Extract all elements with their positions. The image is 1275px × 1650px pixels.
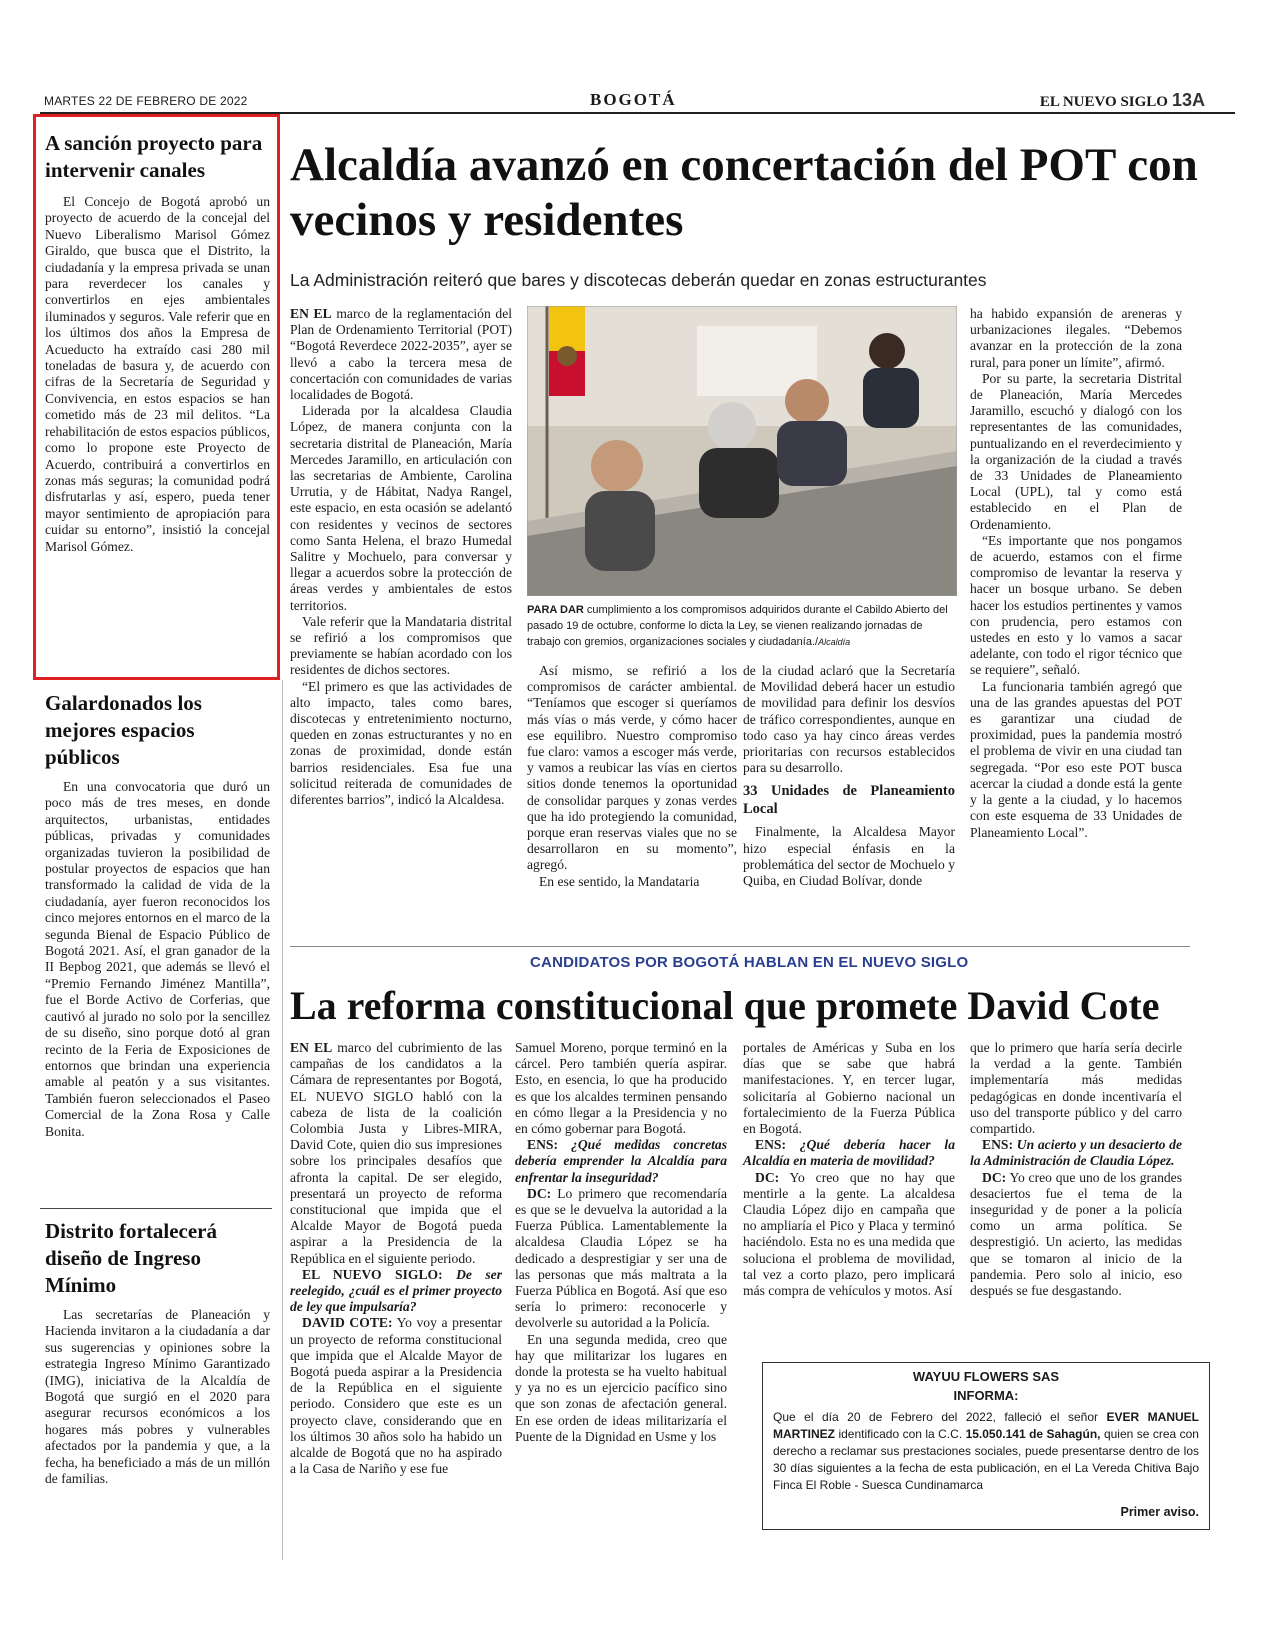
photo-credit: Alcaldía xyxy=(818,637,851,647)
photo-caption xyxy=(527,602,957,650)
divider xyxy=(290,946,1190,947)
brand-name: EL NUEVO SIGLO xyxy=(1039,94,1168,110)
notice-title: INFORMA: xyxy=(953,1388,1019,1403)
paragraph: que lo primero que haría sería decirle la verdad a la gente. También implementaría más medidas pedagógicas en donde incentivaría el uso del transporte público y del carro compartido. xyxy=(970,1040,1182,1137)
question: ¿Qué medidas concretas debería emprender la Alcaldía para enfrentar la inseguridad? xyxy=(515,1137,727,1185)
headline: La reforma constitucional que promete David Cote xyxy=(290,983,1160,1028)
paragraph: ha habido expansión de areneras y urbanizaciones ilegales. “Debemos avanzar en la protección de la zona rural, para poner un límite”, afirmó. xyxy=(970,306,1182,370)
lead-in: EN EL xyxy=(290,1040,333,1055)
sidebar-story-galardonados xyxy=(45,690,270,1140)
section-title: BOGOTÁ xyxy=(590,90,677,109)
speaker: DC: xyxy=(755,1169,780,1185)
section-banner: CANDIDATOS POR BOGOTÁ HABLAN EN EL NUEVO SIGLO xyxy=(530,954,969,971)
masthead xyxy=(1040,90,1205,111)
caption-text: cumplimiento a los compromisos adquiridos durante el Cabildo Abierto del pasado 19 de octubre, conforme lo dicta la Ley, se vienen realizando jornadas de trabajo con gremios, organizaciones sociales y ciudadanía./ xyxy=(527,604,948,648)
speaker: ENS: xyxy=(755,1137,786,1153)
sidebar-story-canales xyxy=(45,130,270,555)
article-column xyxy=(290,306,512,808)
article-column xyxy=(970,306,1182,841)
notice-text: Que el día 20 de Febrero del 2022, falleció el señor xyxy=(773,1410,1099,1424)
page-number: 13A xyxy=(1171,90,1205,110)
sidebar-story-ingreso-minimo xyxy=(45,1218,270,1487)
paragraph: Así mismo, se refirió a los compromisos de carácter ambiental. “Teníamos que escoger si queríamos más vías o más verde, y cómo hacer ese equilibro. Nuestro compromiso fue claro: vamos a escoger más verde, y vamos a reubicar las vías en ciertos sitios donde tenemos la oportunidad de consolidar parques y zonas verdes que ha ido protegiendo la comunidad, porque eran reservas viales que no se desarrollaron en su momento”, agregó. xyxy=(527,663,737,873)
meeting-photo-illustration xyxy=(527,306,957,596)
lead-in: EN EL xyxy=(290,306,332,321)
paragraph: La funcionaria también agregó que una de las grandes apuestas del POT es garantizar una ciudad de proximidad, pues la pandemia mostró el problema de vivir en una ciudad tan segregada. “Por eso este POT busca acercar la ciudad a donde está la gente y la gente a la ciudad, y lo hacemos con este esquema de 33 Unidades de Planeamiento Local”. xyxy=(970,678,1182,840)
question: Un acierto y un desacierto de la Administración de Claudia López. xyxy=(970,1137,1183,1169)
paragraph: de la ciudad aclaró que la Secretaría de Movilidad deberá hacer un estudio de movilidad para definir los desvíos de tráfico correspondientes, aunque en todo caso ya hay cinco áreas verdes prioritarias con recursos establecidos para su desarrollo. xyxy=(743,663,955,776)
notice-text: quien se crea con derecho a reclamar sus prestaciones sociales, puede presentarse dentro de los 30 días siguientes a la fecha de esta publicación, en el La Vereda Chitiva Bajo Finca El Roble - Suesca Cundinamarca xyxy=(773,1427,1199,1492)
paragraph: “El primero es que las actividades de alto impacto, tales como bares, discotecas y entretenimiento nocturno, queden en zonas estructurantes y no en zonas de proximidad, donde están barrios residenciales. Esa fue una solicitud reiterada de comunidades de diferentes barrios”, indicó la Alcaldesa. xyxy=(290,678,512,808)
story-title: A sanción proyecto para intervenir canales xyxy=(45,131,263,182)
notice-name: EVER MANUEL MARTINEZ xyxy=(773,1410,1199,1441)
article-column xyxy=(743,1040,955,1299)
story-body: Las secretarías de Planeación y Hacienda invitaron a la ciudadanía a dar sus sugerencias y opiniones sobre la estrategia Ingreso Mínimo Garantizado (IMG), iniciativa de la Alcaldía de Bogotá que surgió en el 2020 para asegurar recursos económicos a los hogares más pobres y vulnerables afectados por la pandemia y que, a la fecha, ha beneficiado a más de un millón de familias. xyxy=(45,1307,270,1487)
notice-company: WAYUU FLOWERS SAS xyxy=(912,1369,1060,1384)
paragraph: En ese sentido, la Mandataria xyxy=(539,873,700,889)
answer: Yo creo que no hay que mentirle a la gente. La alcaldesa Claudia López dijo en campaña que no ampliaría el Pico y Placa y terminó haciéndolo. Esta no es una medida que soluciona el problema de movilidad, tal vez a corto plazo, pero implicará más compra de vehículos y motos. Así xyxy=(743,1169,955,1299)
paragraph: portales de Américas y Suba en los días que se sabe que habrá manifestaciones. Y, en tercer lugar, solicitaría al Gobierno nacional un fortalecimiento de la Fuerza Pública en Bogotá. xyxy=(743,1040,955,1137)
meeting-photo xyxy=(527,306,957,596)
story-body: En una convocatoria que duró un poco más de tres meses, en donde arquitectos, urbanistas, entidades públicas, privadas y comunidades organizadas tuvieron la posibilidad de postular proyectos de espacios que han transformado la calidad de vida de la ciudadanía, ayer fueron reconocidos los cinco mejores entornos en el marco de la segunda Bienal de Espacio Público de Bogotá 2021. Así, el gran ganador de la II Bepbog 2021, que además se llevó el “Premio Fernando Jiménez Mantilla”, fue el Borde Activo de Corferias, que cautivó al jurado no solo por la sencillez de su diseño, sino porque dotó al gran recinto de la Feria de Exposiciones de entornos que brindan una experiencia amable al peatón y a sus visitantes. También fueron seleccionados el Paseo Comercial de la Zona Rosa y Calle Bonita. xyxy=(45,779,270,1139)
speaker: DC: xyxy=(982,1169,1007,1185)
answer: Lo primero que recomendaría es que se le devuelva la autoridad a la Fuerza Pública. Lamentablemente la alcaldesa Claudia López se ha dedicado a desprestigiar y ser una de las personas que más maltrata a la Fuerza Pública en Bogotá. Así que eso sería lo primero: reconocerle y devolverle su autoridad a la Policía. xyxy=(515,1185,727,1331)
question: De ser reelegido, ¿cuál es el primer proyecto de ley que impulsaría? xyxy=(290,1266,502,1315)
speaker: DC: xyxy=(527,1185,552,1201)
subheading: 33 Unidades de Planeamiento Local xyxy=(743,783,955,818)
notice-text: identificado con la C.C. xyxy=(838,1427,963,1441)
paragraph: “Es importante que nos pongamos de acuerdo, estamos con el firme compromiso de levantar la reserva y hacer un bosque urbano. Se deben hacer los estudios pertinentes y vamos con prudencia, pero estamos con ustedes en esto y lo vamos a sacar adelante, con todo el rigor técnico que se requiere”, señaló. xyxy=(970,532,1182,678)
notice-footer: Primer aviso. xyxy=(1120,1505,1199,1519)
question: ¿Qué debería hacer la Alcaldía en materia de movilidad? xyxy=(743,1137,955,1169)
answer: Yo voy a presentar un proyecto de reforma constitucional que impida que el Alcalde Mayor de Bogotá pueda aspirar a la Presidencia de la República en el siguiente periodo. Considero que este es un proyecto clave, considerando que en los últimos 30 años solo ha habido un alcalde de Bogotá que no ha aspirado a la Casa de Nariño y ese fue xyxy=(290,1315,502,1477)
column-divider xyxy=(282,680,283,1560)
paragraph: Por su parte, la secretaria Distrital de Planeación, María Mercedes Jaramillo, escuchó y dialogó con los representantes de las comunidades, puntualizando en el reverdecimiento y la organización de la ciudad a través de 33 Unidades de Planeamiento Local (UPL), tal y como está establecido en el Plan de Ordenamiento. xyxy=(970,370,1182,532)
article-column xyxy=(290,1040,502,1477)
notice-id: 15.050.141 de Sahagún, xyxy=(965,1427,1101,1441)
notice-body xyxy=(763,1403,1209,1494)
paragraph: marco del cubrimiento de las campañas de los candidatos a la Cámara de representantes por Bogotá, EL NUEVO SIGLO habló con la cabeza de lista de la coalición Colombia Justa y Libres-MIRA, David Cote, quien dio sus impresiones sobre los principales desafíos que afronta la capital. De ser elegido, presentará un proyecto de reforma constitucional que impida que el Alcalde Mayor de Bogotá pueda aspirar a la Presidencia de la República en el siguiente periodo. xyxy=(290,1040,502,1266)
paragraph: Finalmente, la Alcaldesa Mayor hizo especial énfasis en la problemática del sector de Mochuelo y Quiba, en Ciudad Bolívar, donde xyxy=(743,824,955,889)
divider xyxy=(40,1208,272,1209)
article-column xyxy=(527,663,737,890)
paragraph: Samuel Moreno, porque terminó en la cárcel. Pero también quería aspirar. Esto, en esencia, lo que ha producido es que los alcaldes terminen pensando en cómo llegar a la Presidencia y no en cómo gobernar para Bogotá. xyxy=(515,1040,727,1137)
paragraph: marco de la reglamentación del Plan de Ordenamiento Territorial (POT) “Bogotá Reverdece 2022-2035”, ayer se llevó a cabo la tercera mesa de concertación con comunidades de varias localidades de Bogotá. xyxy=(290,306,513,403)
article-column xyxy=(515,1040,727,1445)
story-title: Distrito fortalecerá diseño de Ingreso Mínimo xyxy=(45,1219,217,1297)
paragraph: En una segunda medida, creo que hay que militarizar los lugares en donde la protesta se ha vuelto habitual y ya no es un ejercicio pacífico sino que son zonas de afectación general. En ese orden de ideas militarizaría el Puente de la Dignidad en Usme y los xyxy=(515,1331,727,1444)
paragraph: Vale referir que la Mandataria distrital se refirió a los compromisos que previamente se habían acordado con los residentes de dichos sectores. xyxy=(290,613,512,678)
speaker: EL NUEVO SIGLO: xyxy=(302,1266,443,1282)
article-column xyxy=(743,663,955,889)
story-body: El Concejo de Bogotá aprobó un proyecto de acuerdo de la concejal del Nuevo Liberalismo Marisol Gómez Giraldo, que busca que el Distrito, la ciudadanía y la empresa privada se unan para reverdecer los canales y convertirlos en ejes ambientales iluminados y seguros. Vale referir que en los últimos dos años la Empresa de Acueducto ha extraído casi 280 mil toneladas de basura y, de acuerdo con cifras de la Secretaría de Seguridad y Convivencia, en estos espacios se han cometido más de 23 mil delitos. “La rehabilitación de estos espacios públicos, como lo propone este Proyecto de Acuerdo, contribuirá a convertirlos en zonas más seguras; la comunidad podrá disfrutarlas y así, espero, pueda tener mayor sentimiento de apropiación para cuidar su entorno”, insistió la concejal Marisol Gómez. xyxy=(45,194,270,554)
article-column xyxy=(970,1040,1182,1299)
legal-notice xyxy=(762,1362,1210,1530)
paragraph: Liderada por la alcaldesa Claudia López, de manera conjunta con la secretaria distrital de Planeación, María Mercedes Jaramillo, en articulación con las secretarias de Ambiente, Carolina Urrutia, y de Hábitat, Nadya Rangel, este espacio, en esta ocasión se adelantó con residentes y vecinos de sectores como Santa Helena, el brazo Humedal Salitre y Mochuelo, para conversar y llegar a acuerdos sobre la protección de áreas verdes y ambientales de estos territorios. xyxy=(290,403,512,613)
story-title: Galardonados los mejores espacios públicos xyxy=(45,691,202,769)
speaker: DAVID COTE: xyxy=(302,1315,393,1331)
headline: Alcaldía avanzó en concertación del POT con vecinos y residentes xyxy=(290,139,1198,246)
column-divider xyxy=(282,116,283,676)
speaker: ENS: xyxy=(527,1137,558,1153)
page-date: MARTES 22 DE FEBRERO DE 2022 xyxy=(44,94,248,108)
speaker: ENS: xyxy=(982,1137,1013,1153)
answer: Yo creo que uno de los grandes desaciertos fue el tema de la inseguridad y de poner a la policía como un arma política. Se desprestigió. Un acierto, las medidas que se tomaron al inicio de la pandemia. Pero solo al inicio, eso después se fue desgastando. xyxy=(970,1169,1182,1299)
deck: La Administración reiteró que bares y discotecas deberán quedar en zonas estructurantes xyxy=(290,270,987,290)
caption-lead: PARA DAR xyxy=(527,604,584,616)
